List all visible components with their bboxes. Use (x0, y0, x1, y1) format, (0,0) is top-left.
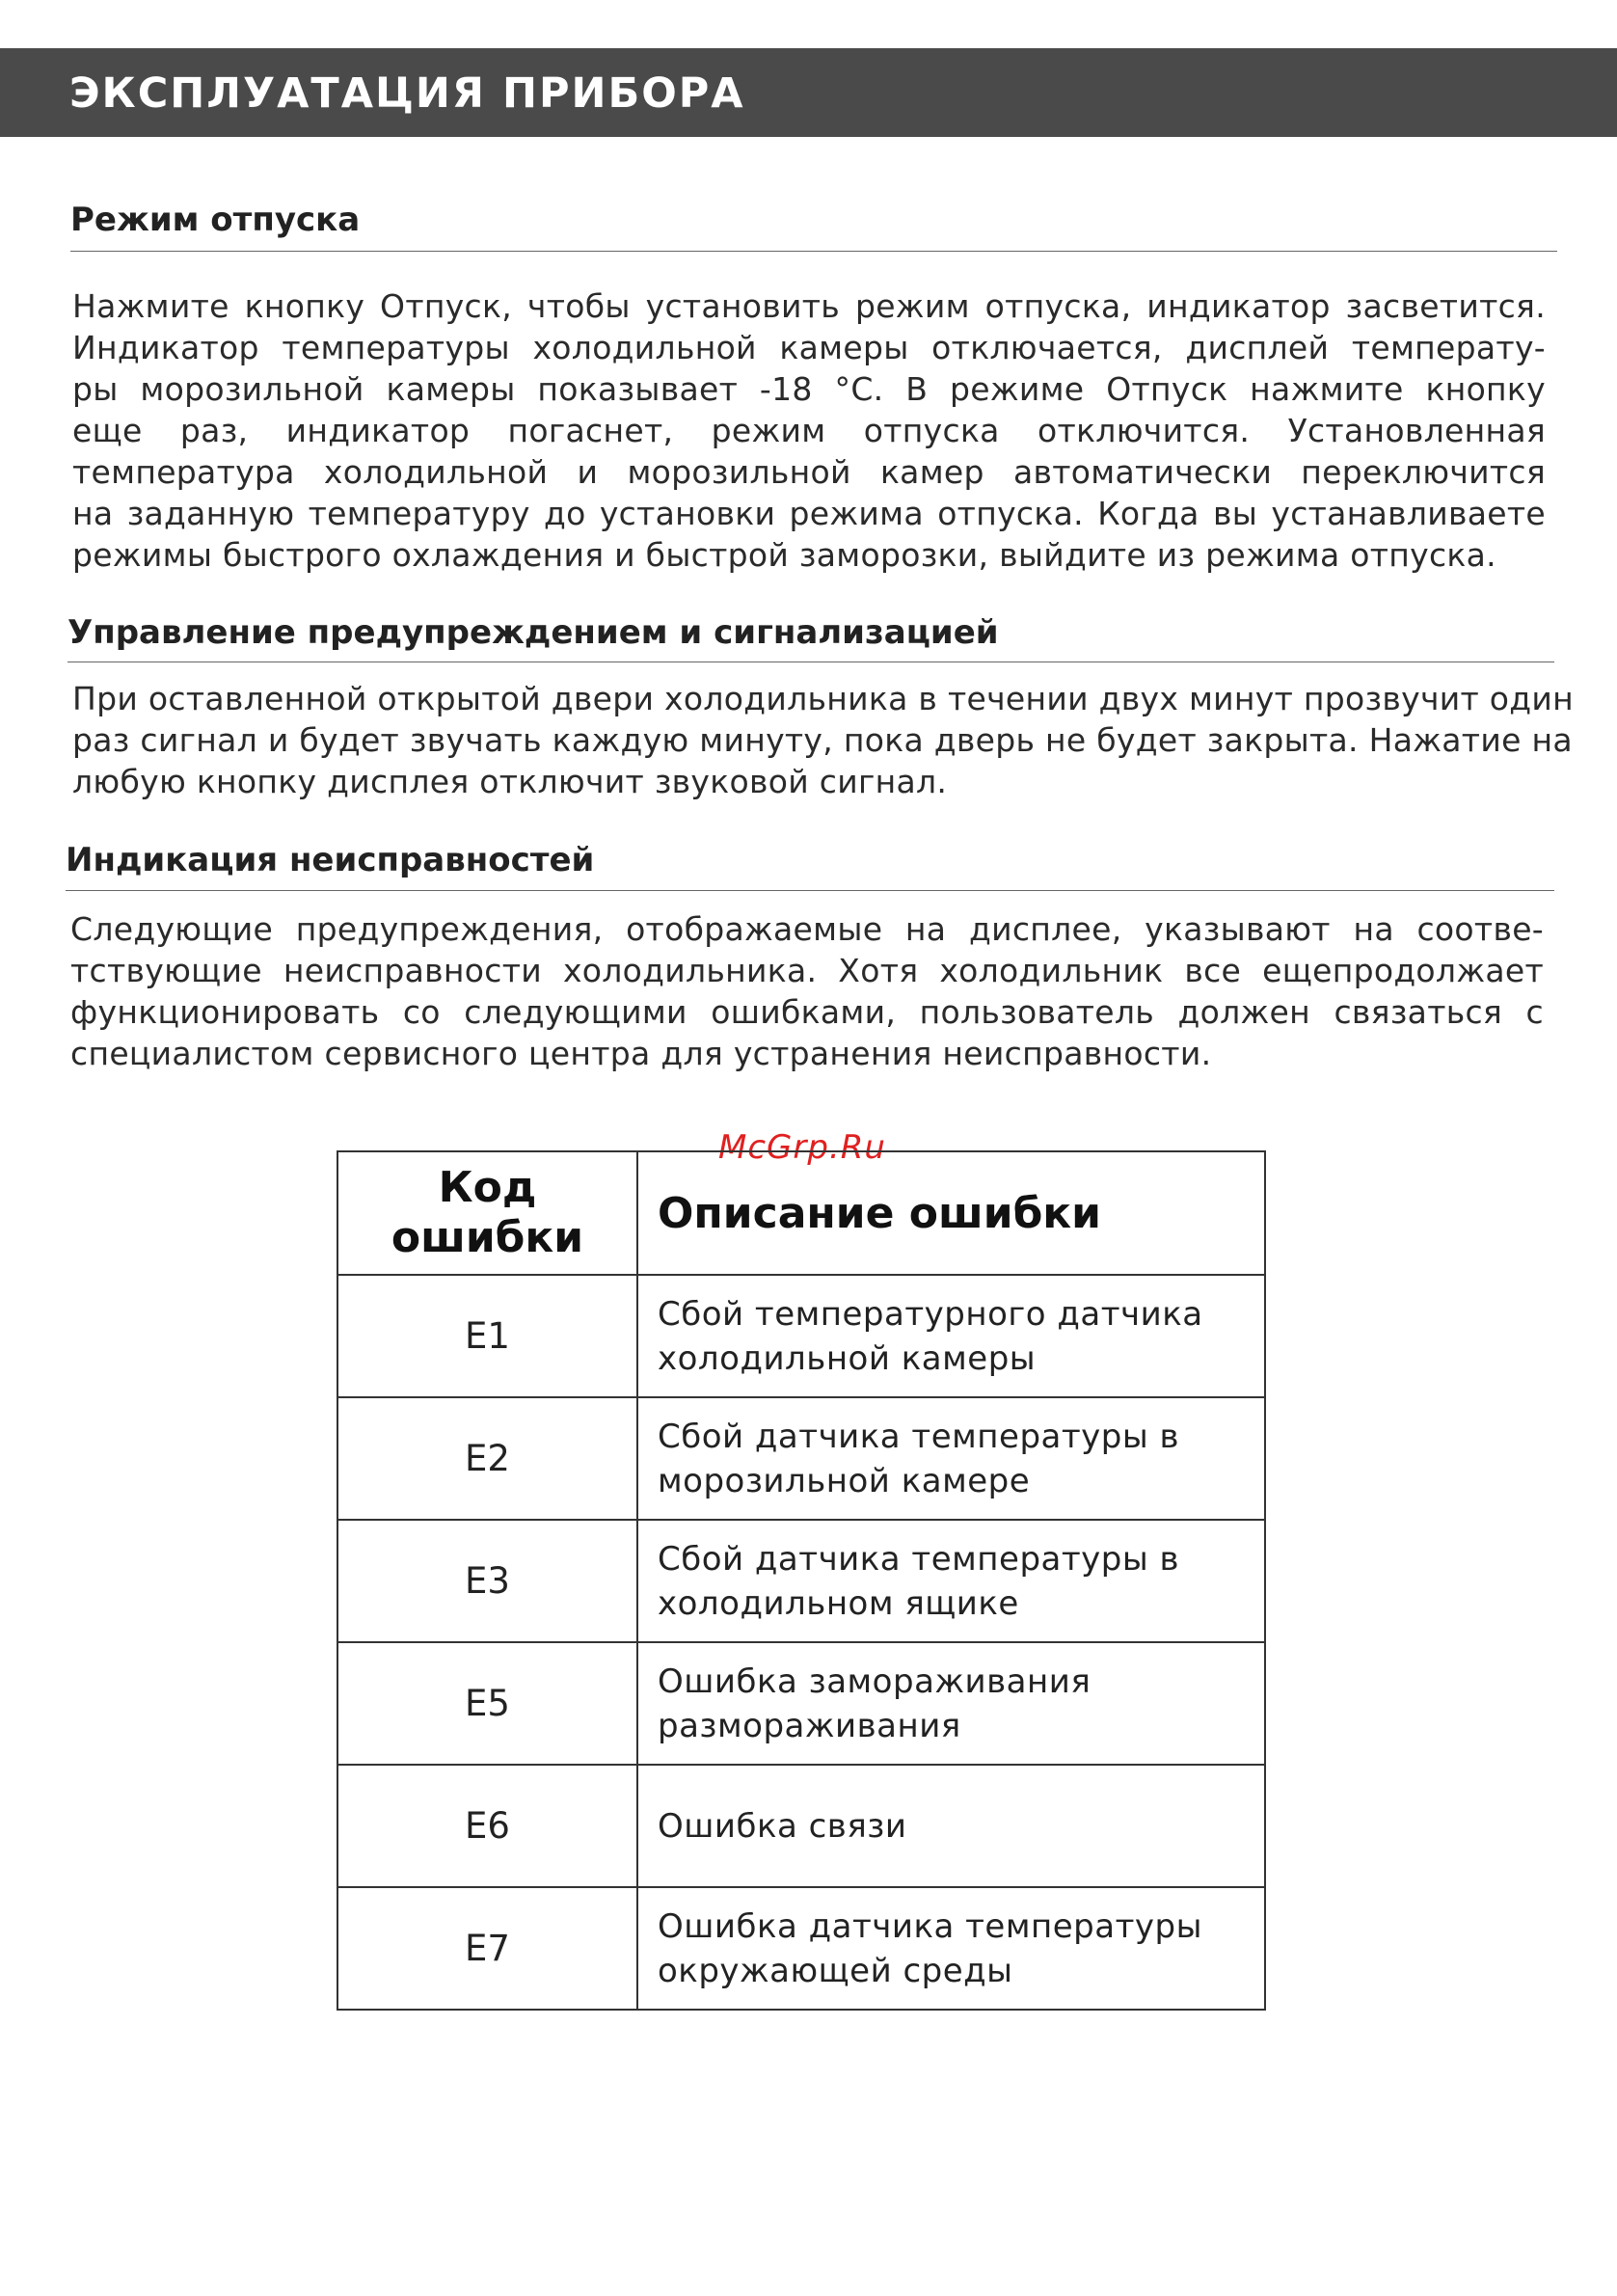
table-row (337, 1397, 1265, 1520)
section-divider (66, 890, 1554, 891)
text-line: Индикатор температуры холодильной камеры отключается, дисплей температу- (72, 329, 1546, 366)
header-error-code: Код ошибки (337, 1151, 637, 1275)
error-code-cell: E1 (337, 1275, 637, 1397)
table-header-row (337, 1151, 1265, 1275)
section-title-fault-indication: Индикация неисправностей (66, 841, 595, 879)
error-description-cell: Ошибка датчика температуры окружающей среды (637, 1887, 1265, 2010)
header-error-description: Описание ошибки (637, 1151, 1265, 1275)
section-divider (70, 251, 1557, 252)
table-row (337, 1642, 1265, 1765)
text-line: Следующие предупреждения, отображаемые на дисплее, указывают на соотве- (70, 910, 1544, 948)
table-row (337, 1765, 1265, 1887)
text-line: функционировать со следующими ошибками, пользователь должен связаться с (70, 993, 1544, 1031)
error-code-cell: E7 (337, 1887, 637, 2010)
text-line: тствующие неисправности холодильника. Хотя холодильник все ещепродолжает (70, 952, 1544, 989)
error-description-cell: Сбой температурного датчика холодильной камеры (637, 1275, 1265, 1397)
section-title-alarm-control: Управление предупреждением и сигнализацией (67, 613, 999, 652)
table-row (337, 1520, 1265, 1642)
error-code-cell: E6 (337, 1765, 637, 1887)
table-row (337, 1887, 1265, 2010)
text-line: еще раз, индикатор погаснет, режим отпуска отключится. Установленная (72, 412, 1546, 449)
error-description-cell: Ошибка замораживания размораживания (637, 1642, 1265, 1765)
header-bar (0, 48, 1617, 137)
text-line: любую кнопку дисплея отключит звуковой сигнал. (72, 763, 948, 800)
page-title: ЭКСПЛУАТАЦИЯ ПРИБОРА (69, 69, 745, 118)
text-line: температура холодильной и морозильной камер автоматически переключится (72, 453, 1546, 491)
text-line: режимы быстрого охлаждения и быстрой заморозки, выйдите из режима отпуска. (72, 536, 1496, 574)
section-body-fault-indication (70, 908, 1544, 1074)
text-line: раз сигнал и будет звучать каждую минуту, пока дверь не будет закрыта. Нажатие на (72, 721, 1573, 759)
watermark-text: McGrp.Ru (718, 1128, 886, 1167)
section-body-vacation-mode (72, 285, 1546, 576)
text-line: При оставленной открытой двери холодильника в течении двух минут прозвучит один (72, 680, 1575, 717)
error-code-cell: E5 (337, 1642, 637, 1765)
error-code-cell: E3 (337, 1520, 637, 1642)
section-title-vacation-mode: Режим отпуска (70, 201, 361, 239)
error-code-table (337, 1150, 1266, 2011)
text-line: Нажмите кнопку Отпуск, чтобы установить режим отпуска, индикатор засветится. (72, 287, 1546, 325)
error-description-cell: Сбой датчика температуры в морозильной камере (637, 1397, 1265, 1520)
table-row (337, 1275, 1265, 1397)
text-line: на заданную температуру до установки режима отпуска. Когда вы устанавливаете (72, 495, 1546, 532)
text-line: специалистом сервисного центра для устранения неисправности. (70, 1035, 1212, 1072)
section-body-alarm-control (72, 678, 1575, 802)
error-description-cell: Ошибка связи (637, 1765, 1265, 1887)
error-description-cell: Сбой датчика температуры в холодильном ящике (637, 1520, 1265, 1642)
error-code-cell: E2 (337, 1397, 637, 1520)
text-line: ры морозильной камеры показывает -18 °С. В режиме Отпуск нажмите кнопку (72, 370, 1546, 408)
